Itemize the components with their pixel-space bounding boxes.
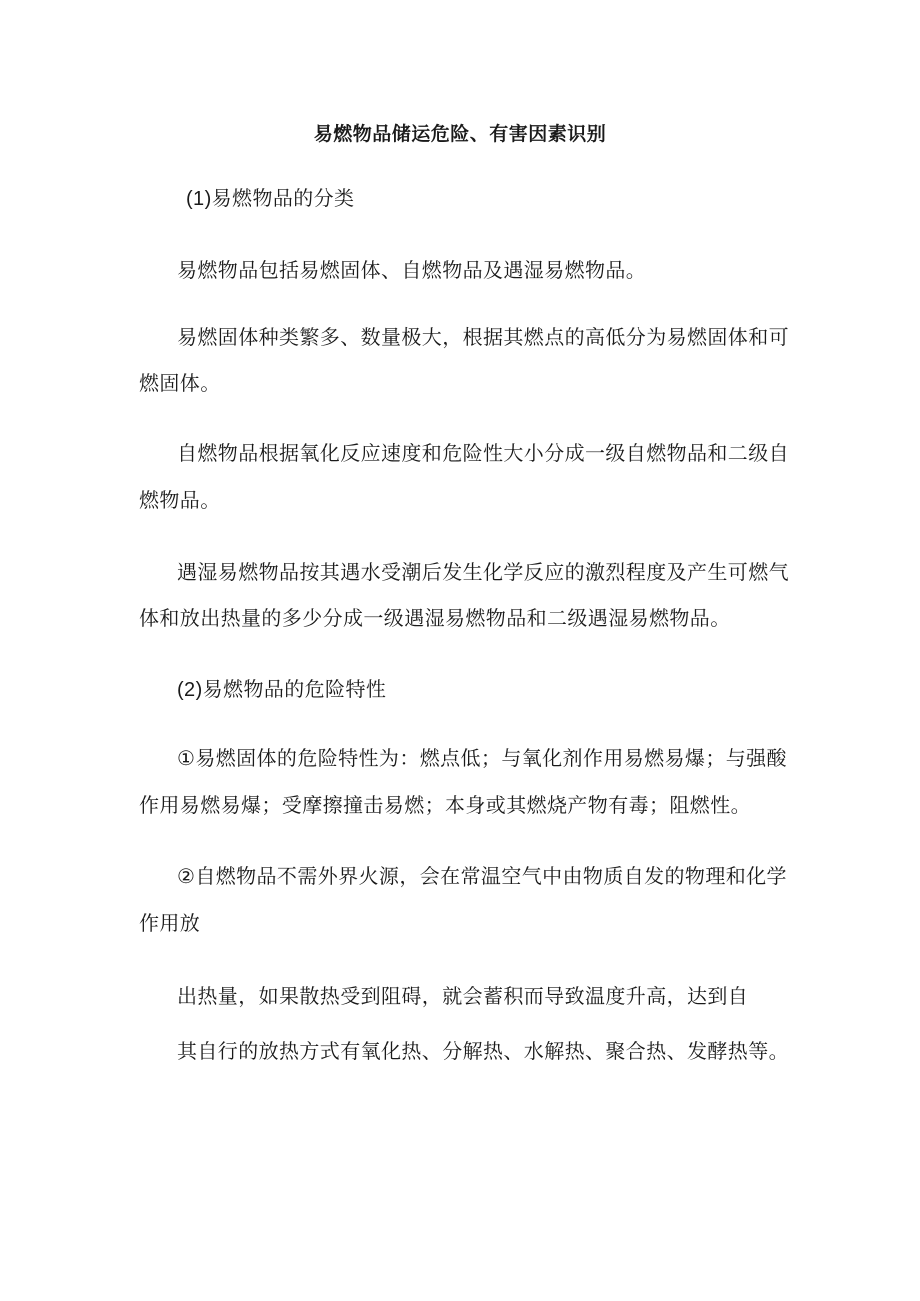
paragraph-6-line-2: 作用放 <box>139 911 201 935</box>
section-number: (2) <box>177 679 203 701</box>
paragraph-1: 易燃物品包括易燃固体、自燃物品及遇湿易燃物品。 <box>177 258 647 282</box>
section-heading-1 <box>186 183 354 214</box>
section-heading-text: 易燃物品的分类 <box>211 186 355 210</box>
paragraph-4-line-1: 遇湿易燃物品按其遇水受潮后发生化学反应的激烈程度及产生可燃气 <box>177 560 789 584</box>
paragraph-5-line-1: ①易燃固体的危险特性为：燃点低；与氧化剂作用易燃易爆；与强酸 <box>177 746 787 770</box>
paragraph-4-line-2: 体和放出热量的多少分成一级遇湿易燃物品和二级遇湿易燃物品。 <box>139 606 731 630</box>
paragraph-2-line-1: 易燃固体种类繁多、数量极大，根据其燃点的高低分为易燃固体和可 <box>177 325 789 349</box>
section-heading-text: 易燃物品的危险特性 <box>202 677 387 701</box>
paragraph-6-line-1: ②自燃物品不需外界火源，会在常温空气中由物质自发的物理和化学 <box>177 864 787 888</box>
paragraph-7: 出热量，如果散热受到阻碍，就会蓄积而导致温度升高，达到自 <box>177 984 749 1008</box>
paragraph-5-line-2: 作用易燃易爆；受摩擦撞击易燃；本身或其燃烧产物有毒；阻燃性。 <box>139 793 751 817</box>
paragraph-3-line-1: 自燃物品根据氧化反应速度和危险性大小分成一级自燃物品和二级自 <box>177 441 789 465</box>
section-heading-2 <box>177 674 386 705</box>
document-title: 易燃物品储运危险、有害因素识别 <box>313 123 607 145</box>
paragraph-2-line-2: 燃固体。 <box>139 371 221 395</box>
paragraph-8: 其自行的放热方式有氧化热、分解热、水解热、聚合热、发酵热等。 <box>177 1039 789 1063</box>
paragraph-3-line-2: 燃物品。 <box>139 488 221 512</box>
section-number: (1) <box>186 188 212 210</box>
